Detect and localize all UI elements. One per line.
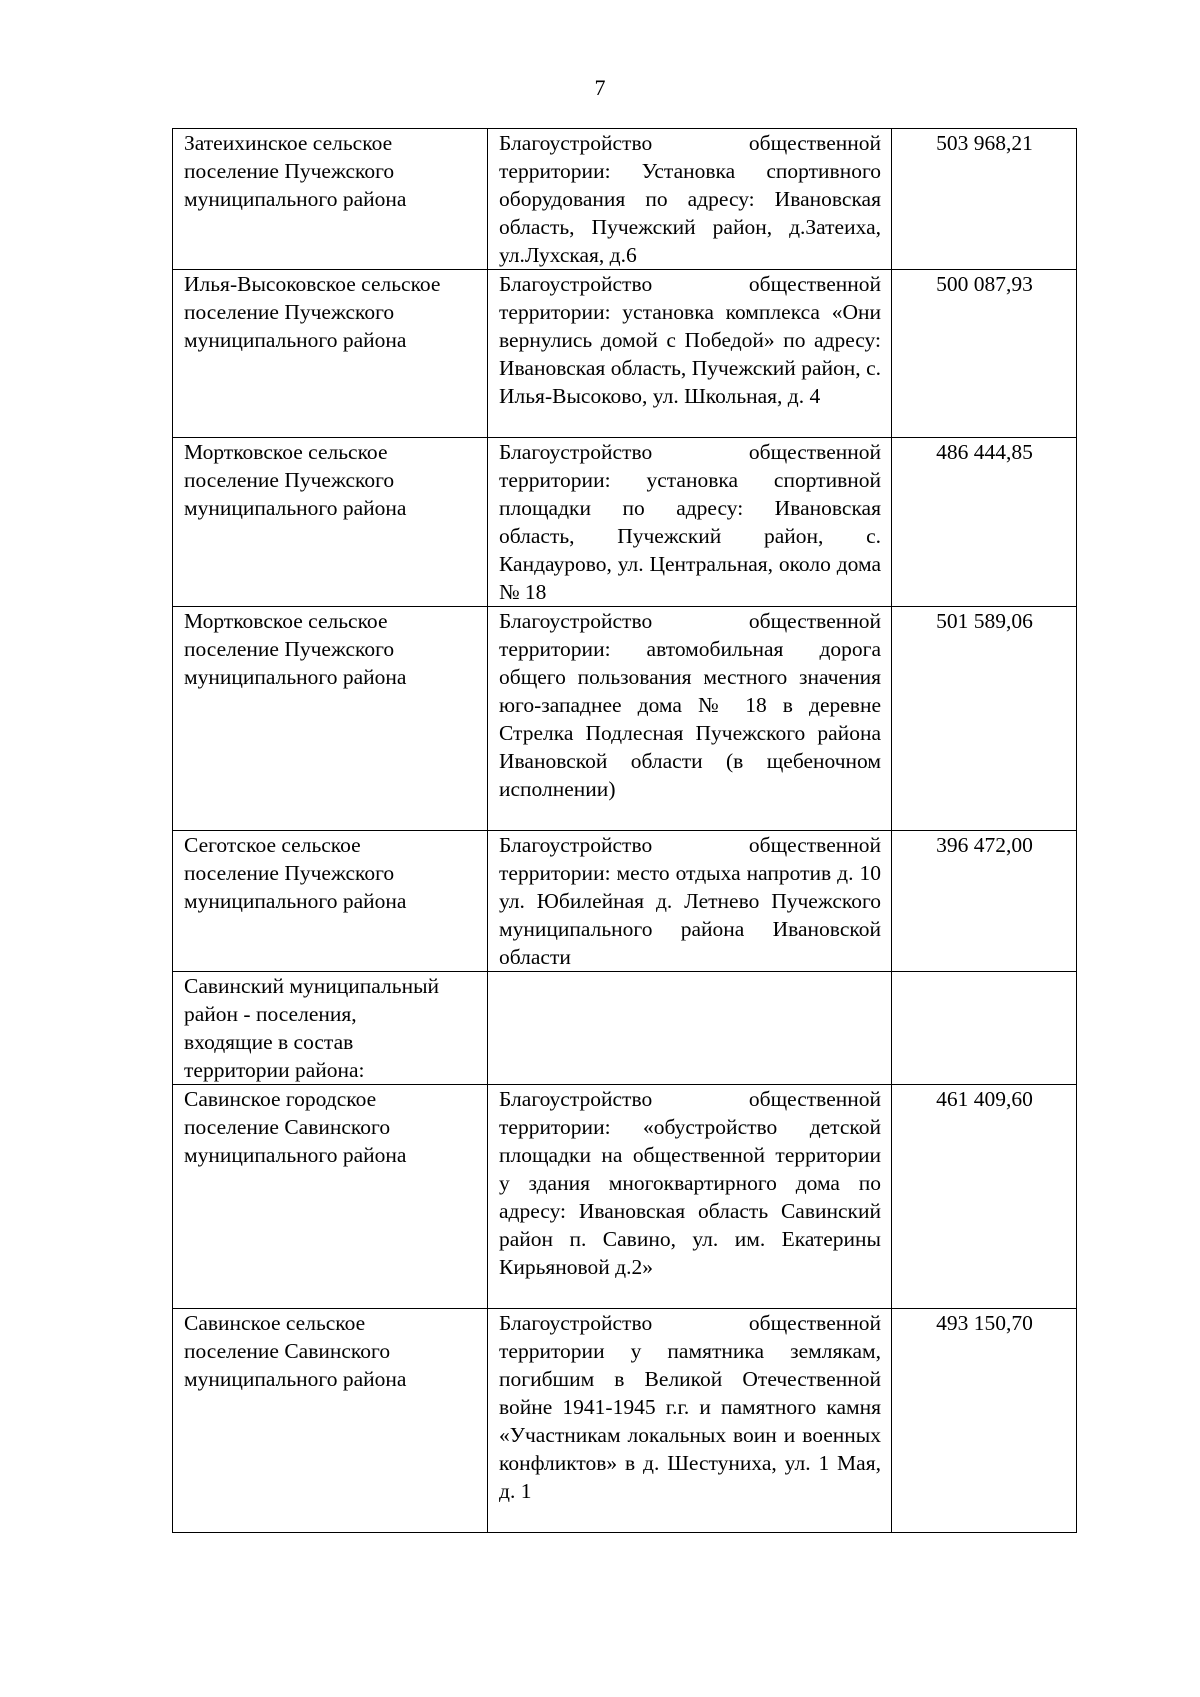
recipient-line: территории района: — [184, 1058, 365, 1082]
recipient-cell — [173, 270, 488, 438]
table-row — [173, 438, 1077, 607]
amount-cell: 461 409,60 — [892, 1085, 1077, 1309]
description-cell: Благоустройство общественной территории: автомобильная дорога общего пользования местного значения юго-западнее дома № 18 в деревне Стрелка Подлесная Пучежского района Ивановской области (в щебеночном исполнении) — [488, 607, 892, 831]
amount-cell: 501 589,06 — [892, 607, 1077, 831]
recipient-line: Савинское сельское — [184, 1311, 366, 1335]
recipient-cell — [173, 438, 488, 607]
recipient-line: муниципального района — [184, 187, 407, 211]
recipient-cell — [173, 972, 488, 1085]
recipient-cell — [173, 831, 488, 972]
recipient-cell — [173, 129, 488, 270]
recipient-line: муниципального района — [184, 1367, 407, 1391]
amount-cell: 500 087,93 — [892, 270, 1077, 438]
recipient-line: муниципального района — [184, 665, 407, 689]
recipient-line: Илья-Высоковское сельское — [184, 272, 441, 296]
table-row — [173, 1309, 1077, 1533]
recipient-line: поселение Пучежского — [184, 468, 395, 492]
recipient-line: Затеихинское сельское — [184, 131, 393, 155]
recipient-cell — [173, 607, 488, 831]
recipient-line: муниципального района — [184, 1143, 407, 1167]
amount-cell: 486 444,85 — [892, 438, 1077, 607]
amount-cell: 396 472,00 — [892, 831, 1077, 972]
recipient-line: входящие в состав — [184, 1030, 354, 1054]
table-row — [173, 831, 1077, 972]
recipient-line: поселение Пучежского — [184, 861, 395, 885]
table-row — [173, 270, 1077, 438]
recipient-line: муниципального района — [184, 496, 407, 520]
recipient-line: поселение Пучежского — [184, 300, 395, 324]
description-cell: Благоустройство общественной территории: установка спортивной площадки по адресу: Ивановская область, Пучежский район, с. Кандаурово, ул. Центральная, около дома № 18 — [488, 438, 892, 607]
table-row — [173, 607, 1077, 831]
description-cell: Благоустройство общественной территории: Установка спортивного оборудования по адресу: Ивановская область, Пучежский район, д.Затеиха, ул.Лухская, д.6 — [488, 129, 892, 270]
subsidy-table — [172, 128, 1077, 1533]
recipient-cell — [173, 1309, 488, 1533]
description-cell: Благоустройство общественной территории: «обустройство детской площадки на общественной территории у здания многоквартирного дома по адресу: Ивановская область Савинский район п. Савино, ул. им. Екатерины Кирьяновой д.2» — [488, 1085, 892, 1309]
recipient-line: муниципального района — [184, 328, 407, 352]
amount-cell: 503 968,21 — [892, 129, 1077, 270]
table-row — [173, 1085, 1077, 1309]
recipient-line: Савинский муниципальный — [184, 974, 440, 998]
recipient-line: Мортковское сельское — [184, 440, 388, 464]
recipient-line: поселение Савинского — [184, 1339, 391, 1363]
recipient-line: поселение Пучежского — [184, 637, 395, 661]
recipient-line: район - поселения, — [184, 1002, 357, 1026]
amount-cell — [892, 972, 1077, 1085]
recipient-line: муниципального района — [184, 889, 407, 913]
recipient-cell — [173, 1085, 488, 1309]
table-row — [173, 129, 1077, 270]
page-number: 7 — [594, 75, 606, 100]
description-cell: Благоустройство общественной территории: установка комплекса «Они вернулись домой с Победой» по адресу: Ивановская область, Пучежский район, с. Илья-Высоково, ул. Школьная, д. 4 — [488, 270, 892, 438]
table-row — [173, 972, 1077, 1085]
description-cell: Благоустройство общественной территории у памятника землякам, погибшим в Великой Отечественной войне 1941-1945 г.г. и памятного камня «Участникам локальных воин и военных конфликтов» в д. Шестуниха, ул. 1 Мая, д. 1 — [488, 1309, 892, 1533]
description-cell — [488, 972, 892, 1085]
description-cell: Благоустройство общественной территории: место отдыха напротив д. 10 ул. Юбилейная д. Летнево Пучежского муниципального района Ивановской области — [488, 831, 892, 972]
recipient-line: Мортковское сельское — [184, 609, 388, 633]
amount-cell: 493 150,70 — [892, 1309, 1077, 1533]
recipient-line: Сеготское сельское — [184, 833, 361, 857]
recipient-line: Савинское городское — [184, 1087, 377, 1111]
recipient-line: поселение Савинского — [184, 1115, 391, 1139]
recipient-line: поселение Пучежского — [184, 159, 395, 183]
